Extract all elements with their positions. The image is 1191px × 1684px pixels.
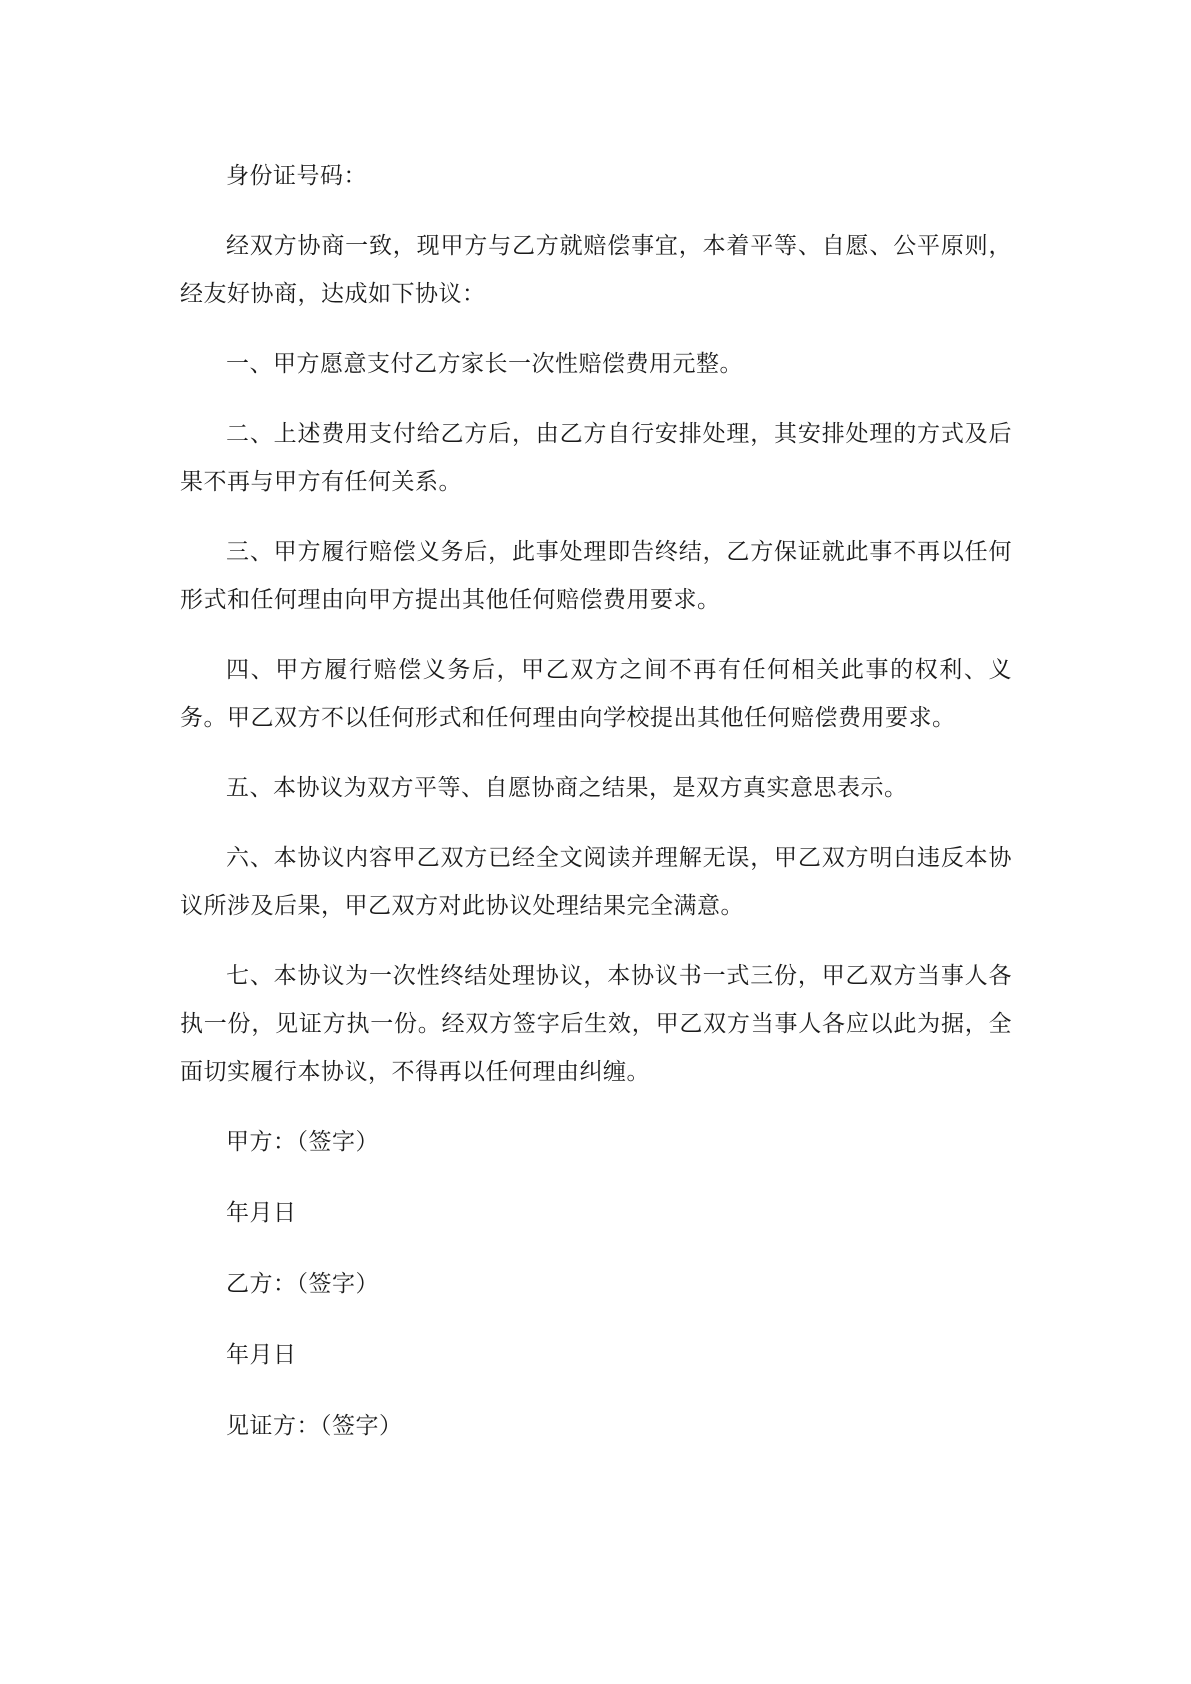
party-b-date: 年月日 (226, 1342, 297, 1368)
clause-7: 七、本协议为一次性终结处理协议，本协议书一式三份，甲乙双方当事人各执一份，见证方执一份。经双方签字后生效，甲乙双方当事人各应以此为据，全面切实履行本协议，不得再以任何理由纠缠。 (180, 963, 1012, 1085)
intro-paragraph: 经双方协商一致，现甲方与乙方就赔偿事宜，本着平等、自愿、公平原则，经友好协商，达成如下协议： (180, 233, 1012, 307)
clause-2: 二、上述费用支付给乙方后，由乙方自行安排处理，其安排处理的方式及后果不再与甲方有任何关系。 (180, 421, 1012, 495)
id-number-label: 身份证号码： (226, 163, 367, 189)
party-b-signature: 乙方：（签字） (226, 1271, 379, 1297)
party-a-date: 年月日 (226, 1200, 297, 1226)
clause-6: 六、本协议内容甲乙双方已经全文阅读并理解无误，甲乙双方明白违反本协议所涉及后果，甲乙双方对此协议处理结果完全满意。 (180, 845, 1012, 919)
clause-3: 三、甲方履行赔偿义务后，此事处理即告终结，乙方保证就此事不再以任何形式和任何理由向甲方提出其他任何赔偿费用要求。 (180, 539, 1012, 613)
clause-4: 四、甲方履行赔偿义务后，甲乙双方之间不再有任何相关此事的权利、义务。甲乙双方不以任何形式和任何理由向学校提出其他任何赔偿费用要求。 (180, 657, 1012, 731)
witness-signature: 见证方：（签字） (226, 1413, 403, 1439)
party-a-signature: 甲方：（签字） (226, 1129, 379, 1155)
clause-5: 五、本协议为双方平等、自愿协商之结果，是双方真实意思表示。 (226, 775, 908, 801)
document-body (180, 152, 1012, 1473)
clause-1: 一、甲方愿意支付乙方家长一次性赔偿费用元整。 (226, 351, 743, 377)
